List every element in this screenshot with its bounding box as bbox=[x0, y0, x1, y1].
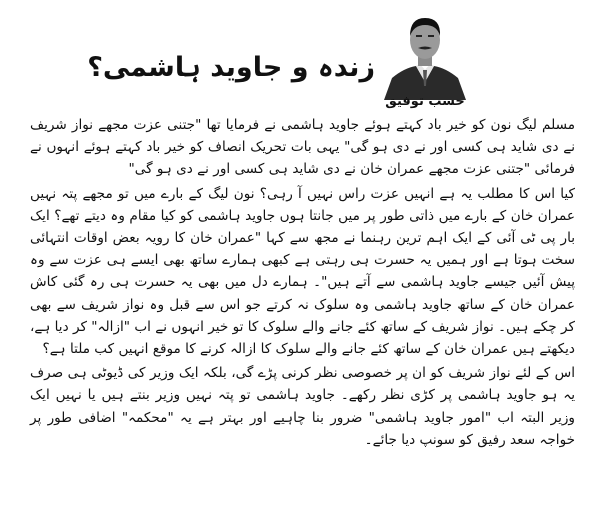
paragraph: کیا اس کا مطلب یہ ہے انہیں عزت راس نہیں آ رہی؟ نون لیگ کے بارے میں تو مجھے پتہ نہیں عمران خان کے بارے میں ذاتی طور پر میں جانتا ہوں جاوید ہاشمی کو کیا مقام وہ دیتے تھے؟ ایک بار پی ٹی آئی کے ایک اہم ترین رہنما نے مجھ سے کہا "عمران خان کا رویہ بعض اوقات انتہائی سخت ہوتا ہے اور ہمیں یہ حسرت ہی رہتی ہے کبھی ہمارے ساتھ بھی ایسے ہی عزت سے وہ پیش آئیں جیسے جاوید ہاشمی سے آتے ہیں"۔ ہمارے دل میں بھی یہ حسرت ہی رہ گئی کاش عمران خان کے ساتھ جاوید ہاشمی وہ سلوک نہ کرتے جو اس سے قبل وہ نواز شریف سے بھی کر چکے ہیں۔ نواز شریف کے ساتھ کئے جانے والے سلوک کا تو خیر انہوں نے اب "ازالہ" کر دیا ہے، دیکھتے ہیں عمران خان کے ساتھ کئے جانے والے سلوک کا ازالہ کرنے کا موقع انہیں کب ملتا ہے؟ bbox=[30, 185, 575, 358]
column-body bbox=[30, 114, 575, 451]
column-header bbox=[0, 0, 600, 112]
author-photo bbox=[382, 8, 468, 100]
paragraph: مسلم لیگ نون کو خیر باد کہتے ہوئے جاوید ہاشمی نے فرمایا تھا "جتنی عزت مجھے نواز شریف نے دی شاید ہی کسی اور نے دی ہو گی" یہی بات تحریک انصاف کو خیر باد کہتے ہوئے انہوں نے فرمائی "جتنی عزت مجھے عمران خان نے دی شاید ہی کسی اور نے دی ہو گی" bbox=[30, 117, 575, 178]
column-title: زندہ و جاوید ہاشمی؟ bbox=[87, 52, 375, 83]
paragraph: اس کے لئے نواز شریف کو ان پر خصوصی نظر کرنی پڑے گی، بلکہ ایک وزیر کی ڈیوٹی ہی صرف یہ ہو جاوید ہاشمی پر کڑی نظر رکھے۔ جاوید ہاشمی تو پتہ نہیں وزیر بنتے ہیں یا نہیں ایک وزیر البتہ اب "امور جاوید ہاشمی" ضرور بنا چاہیے اور بہتر ہے یہ "محکمہ" اضافی طور پر خواجہ سعد رفیق کو سونپ دیا جائے۔ bbox=[30, 365, 575, 448]
author-byline: حسب توفیق bbox=[385, 94, 465, 109]
author-portrait-image bbox=[382, 8, 468, 100]
